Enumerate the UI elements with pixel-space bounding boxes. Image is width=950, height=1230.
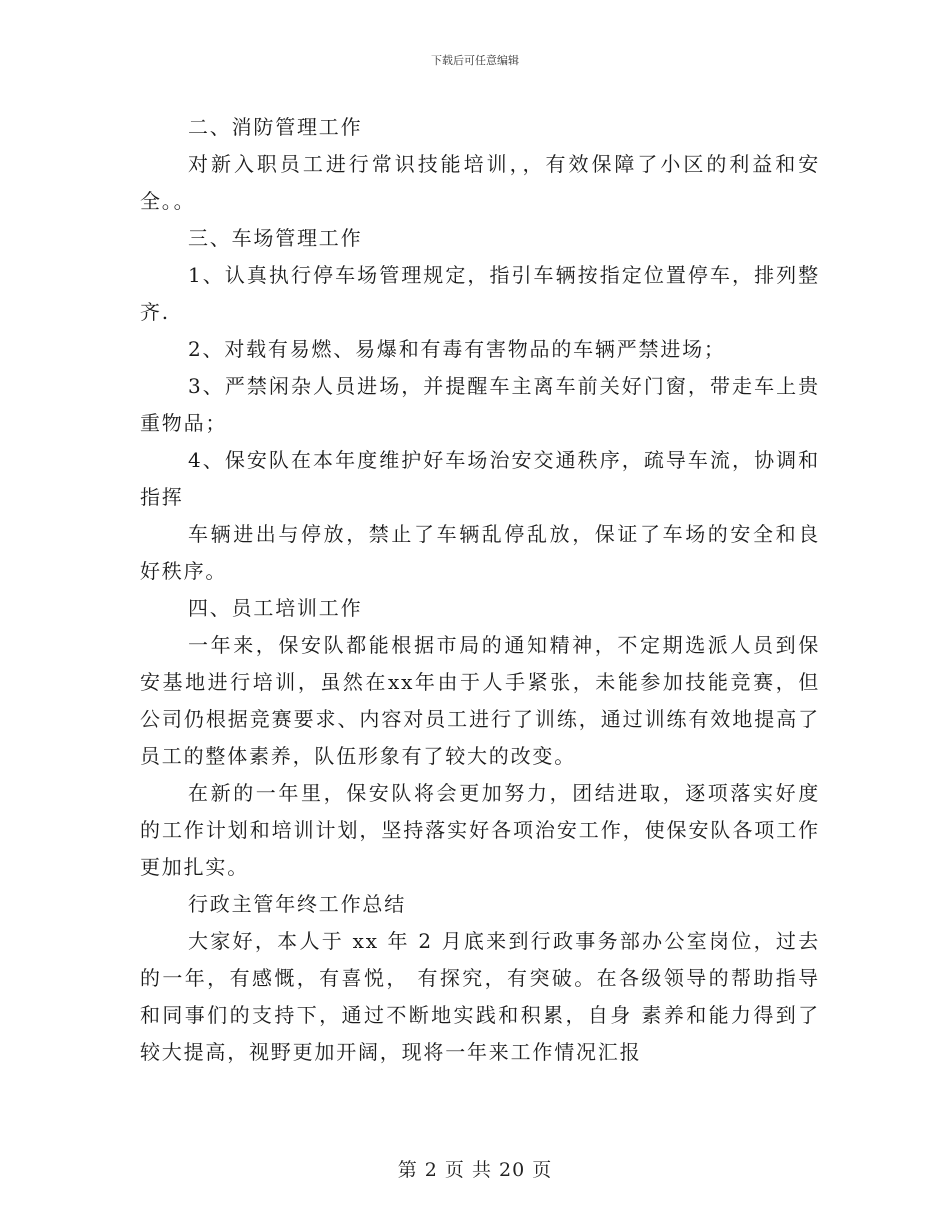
paragraph: 在新的一年里，保安队将会更加努力，团结进取，逐项落实好度的工作计划和培训计划，坚持落实好各项治安工作，使保安队各项工作更加扎实。 xyxy=(140,781,820,879)
paragraph: 一年来，保安队都能根据市局的通知精神，不定期选派人员到保安基地进行培训，虽然在xx年由于人手紧张，未能参加技能竞赛，但公司仍根据竞赛要求、内容对员工进行了训练，通过训练有效地提高了员工的整体素养，队伍形象有了较大的改变。 xyxy=(140,633,820,768)
header-note: 下载后可任意编辑 xyxy=(431,54,519,67)
document-body xyxy=(140,109,820,1071)
section-title: 行政主管年终工作总结 xyxy=(188,892,406,916)
list-item: 1、认真执行停车场管理规定，指引车辆按指定位置停车，排列整齐. xyxy=(140,263,820,324)
list-item: 2、对载有易燃、易爆和有毒有害物品的车辆严禁进场； xyxy=(188,337,726,361)
heading-parking-management: 三、车场管理工作 xyxy=(188,226,363,250)
list-item: 3、严禁闲杂人员进场，并提醒车主离车前关好门窗，带走车上贵重物品； xyxy=(140,374,820,435)
list-item: 4、保安队在本年度维护好车场治安交通秩序，疏导车流，协调和指挥 xyxy=(140,448,820,509)
heading-staff-training: 四、员工培训工作 xyxy=(188,596,363,620)
paragraph: 大家好，本人于 xx 年 2 月底来到行政事务部办公室岗位，过去的一年，有感慨，有喜悦， 有探究，有突破。在各级领导的帮助指导和同事们的支持下，通过不断地实践和积累，自身 素养和能力得到了较大提高，视野更加开阔，现将一年来工作情况汇报 xyxy=(140,929,820,1064)
paragraph: 对新入职员工进行常识技能培训，，有效保障了小区的利益和安全。。 xyxy=(140,152,820,213)
paragraph: 车辆进出与停放，禁止了车辆乱停乱放，保证了车场的安全和良好秩序。 xyxy=(140,522,820,583)
heading-fire-management: 二、消防管理工作 xyxy=(188,115,363,139)
page-number: 第 2 页 共 20 页 xyxy=(397,1159,553,1181)
